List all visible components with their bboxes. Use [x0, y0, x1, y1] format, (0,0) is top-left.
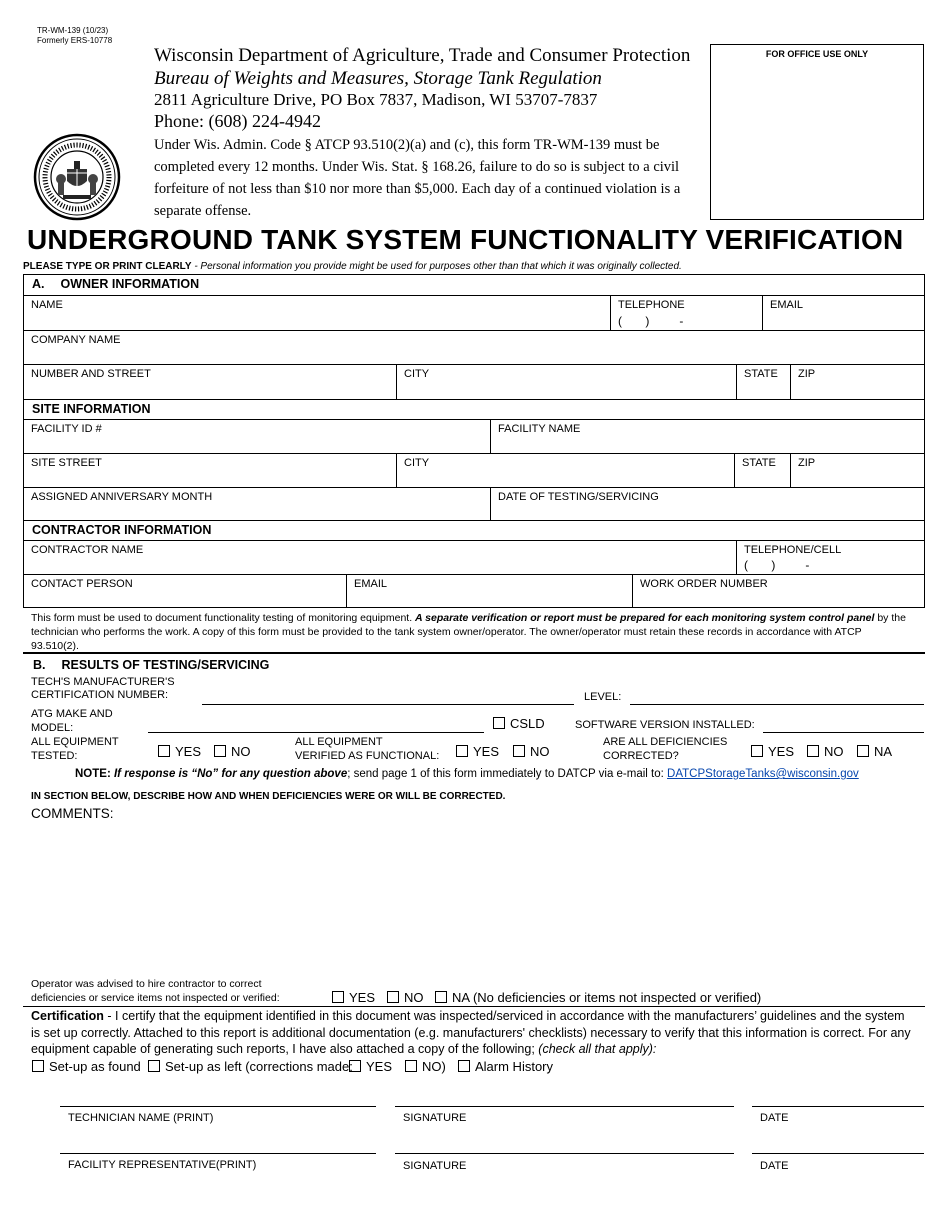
section-a-num: A. — [32, 277, 45, 291]
owner-street-label: NUMBER AND STREET — [31, 368, 151, 380]
corrected-no-checkbox[interactable] — [807, 745, 819, 757]
corrected-label — [603, 735, 727, 763]
csld-option[interactable] — [493, 716, 545, 731]
usage-text-2: by the technician who performs the work. A copy of this form must be provided to the tank system owner/operator. The owner/operator must retain these records in accordance with ATCP 93.510(2). — [31, 612, 906, 652]
operator-no-option[interactable] — [387, 990, 424, 1005]
owner-name-field[interactable] — [24, 296, 611, 330]
contractor-name-field[interactable] — [24, 541, 737, 574]
site-zip-label: ZIP — [798, 457, 816, 469]
verified-yes-option[interactable] — [456, 744, 499, 759]
corrected-no-label: NO — [824, 744, 844, 759]
section-b-num: B. — [33, 658, 46, 672]
corrections-no-option[interactable] — [405, 1059, 446, 1074]
facility-signature-line[interactable] — [395, 1153, 734, 1154]
software-input[interactable] — [763, 732, 924, 733]
verified-no-label: NO — [530, 744, 550, 759]
operator-yes-checkbox[interactable] — [332, 991, 344, 1003]
setup-left-option[interactable] — [148, 1059, 353, 1074]
operator-advised-label — [31, 977, 280, 1005]
section-a-title: OWNER INFORMATION — [60, 277, 200, 291]
contractor-name-label: CONTRACTOR NAME — [31, 544, 144, 556]
section-divider — [23, 652, 925, 654]
owner-phone-mask: ( ) - — [618, 314, 684, 328]
site-address-row — [24, 454, 924, 488]
contractor-email-label: EMAIL — [354, 578, 388, 590]
owner-state-label: STATE — [744, 368, 778, 380]
certification-text — [31, 1008, 915, 1058]
dates-row — [24, 488, 924, 521]
legal-notice: Under Wis. Admin. Code § ATCP 93.510(2)(a) and (c), this form TR-WM-139 must be completed every 12 months. Under Wis. Stat. § 168.26, failure to do so is subject to a civil forfeiture of not less than $10 nor more than $5,000. Each day of a continued violation is a separate offense. — [154, 137, 681, 219]
owner-city-field[interactable] — [397, 365, 737, 399]
technician-signature-label: SIGNATURE — [403, 1112, 467, 1124]
operator-yes-option[interactable] — [332, 990, 375, 1005]
technician-date-label: DATE — [760, 1112, 789, 1124]
contact-person-label: CONTACT PERSON — [31, 578, 133, 590]
department-name: Wisconsin Department of Agriculture, Trade and Consumer Protection — [154, 45, 691, 66]
corrections-yes-label: YES — [366, 1059, 393, 1074]
alarm-history-option[interactable] — [458, 1059, 553, 1074]
alarm-history-label: Alarm History — [475, 1059, 554, 1074]
owner-name-label: NAME — [31, 299, 63, 311]
owner-telephone-field[interactable] — [611, 296, 763, 330]
owner-email-field[interactable] — [763, 296, 925, 330]
contractor-section-header — [24, 521, 924, 541]
verified-line1: ALL EQUIPMENT — [295, 736, 383, 748]
anniversary-month-field[interactable] — [24, 488, 491, 520]
corrected-na-label: NA — [874, 744, 893, 759]
company-name-label: COMPANY NAME — [31, 334, 121, 346]
operator-na-note: (No deficiencies or items not inspected or verified) — [472, 990, 762, 1005]
operator-na-checkbox[interactable] — [435, 991, 447, 1003]
corrected-no-option[interactable] — [807, 744, 844, 759]
facility-signature-label: SIGNATURE — [403, 1160, 467, 1172]
operator-no-label: NO — [404, 990, 424, 1005]
setup-found-option[interactable] — [32, 1059, 141, 1074]
usage-paragraph — [31, 611, 911, 653]
setup-found-checkbox[interactable] — [32, 1060, 44, 1072]
comments-area[interactable] — [31, 826, 921, 974]
contractor-telephone-field[interactable] — [737, 541, 924, 574]
form-title: UNDERGROUND TANK SYSTEM FUNCTIONALITY VERIFICATION — [27, 224, 904, 255]
note-line — [75, 768, 859, 780]
office-use-box — [710, 44, 924, 220]
corrections-yes-option[interactable] — [349, 1059, 392, 1074]
bureau-name: Bureau of Weights and Measures, Storage Tank Regulation — [154, 68, 602, 89]
owner-name-row — [24, 296, 924, 331]
date-testing-label: DATE OF TESTING/SERVICING — [498, 491, 659, 503]
contractor-email-field[interactable] — [347, 575, 633, 608]
contact-person-field[interactable] — [24, 575, 347, 608]
corrected-yes-label: YES — [768, 744, 795, 759]
owner-telephone-label: TELEPHONE — [618, 299, 685, 311]
site-state-label: STATE — [742, 457, 776, 469]
owner-state-field[interactable] — [737, 365, 791, 399]
owner-address-row — [24, 365, 924, 400]
datcp-email-link[interactable]: DATCPStorageTanks@wisconsin.gov — [667, 768, 859, 780]
corrected-yes-option[interactable] — [751, 744, 794, 759]
note-label: NOTE: — [75, 768, 114, 780]
usage-text-emphasis: A separate verification or report must be prepared for each monitoring system control panel — [415, 612, 875, 624]
csld-label: CSLD — [510, 716, 545, 731]
technician-name-line[interactable] — [60, 1106, 376, 1107]
atg-model-input[interactable] — [148, 732, 484, 733]
date-testing-field[interactable] — [491, 488, 924, 520]
verified-no-option[interactable] — [513, 744, 550, 759]
tech-cert-label — [31, 676, 175, 702]
note-rest: ; send page 1 of this form immediately to DATCP via e-mail to: — [347, 768, 668, 780]
comments-label: COMMENTS: — [31, 806, 114, 821]
atg-label-line1: ATG MAKE AND — [31, 708, 113, 720]
section-b-header — [33, 658, 269, 672]
form-code — [37, 26, 112, 46]
facility-date-line[interactable] — [752, 1153, 924, 1154]
facility-name-field[interactable] — [491, 420, 924, 453]
site-city-field[interactable] — [397, 454, 735, 487]
level-label: LEVEL: — [584, 691, 622, 703]
owner-zip-field[interactable] — [791, 365, 924, 399]
corrected-line1: ARE ALL DEFICIENCIES — [603, 736, 728, 748]
contact-row — [24, 575, 924, 608]
site-section-header — [24, 400, 924, 420]
owner-street-field[interactable] — [24, 365, 397, 399]
facility-row — [24, 420, 924, 454]
certification-italic: (check all that apply): — [538, 1042, 657, 1056]
corrections-yes-checkbox[interactable] — [349, 1060, 361, 1072]
contractor-name-row — [24, 541, 924, 575]
all-tested-label — [31, 735, 119, 763]
operator-line1: Operator was advised to hire contractor to correct — [31, 978, 262, 990]
setup-found-label: Set-up as found — [49, 1059, 141, 1074]
operator-yes-label: YES — [349, 990, 376, 1005]
formerly-number: Formerly ERS-10778 — [37, 36, 113, 45]
facility-rep-line[interactable] — [60, 1153, 376, 1154]
site-zip-field[interactable] — [791, 454, 924, 487]
company-name-field[interactable] — [24, 331, 924, 364]
verified-yes-label: YES — [473, 744, 500, 759]
setup-left-label: Set-up as left (corrections made: — [165, 1059, 353, 1074]
alarm-history-checkbox[interactable] — [458, 1060, 470, 1072]
tech-cert-input[interactable] — [202, 704, 574, 705]
address: 2811 Agriculture Drive, PO Box 7837, Madison, WI 53707-7837 — [154, 90, 598, 109]
form-number: TR-WM-139 (10/23) — [37, 26, 109, 35]
corrected-yes-checkbox[interactable] — [751, 745, 763, 757]
owner-zip-label: ZIP — [798, 368, 816, 380]
tested-no-checkbox[interactable] — [214, 745, 226, 757]
state-seal-icon — [33, 133, 121, 221]
technician-name-label: TECHNICIAN NAME (PRINT) — [68, 1112, 214, 1124]
instructions-italic: - Personal information you provide might be used for purposes other than that which it was originally collected. — [191, 261, 682, 272]
contractor-title: CONTRACTOR INFORMATION — [32, 523, 212, 537]
information-frame — [23, 274, 925, 608]
site-city-label: CITY — [404, 457, 430, 469]
company-row — [24, 331, 924, 365]
facility-id-label: FACILITY ID # — [31, 423, 102, 435]
tested-yes-option[interactable] — [158, 744, 201, 759]
tested-no-option[interactable] — [214, 744, 251, 759]
operator-line2: deficiencies or service items not inspected or verified: — [31, 992, 280, 1004]
corrected-line2: CORRECTED? — [603, 750, 679, 762]
facility-date-label: DATE — [760, 1160, 789, 1172]
operator-na-option[interactable] — [435, 990, 761, 1005]
corrections-no-checkbox[interactable] — [405, 1060, 417, 1072]
instructions — [23, 261, 682, 272]
note-italic: If response is “No” for any question above — [113, 768, 348, 780]
facility-rep-label: FACILITY REPRESENTATIVE(PRINT) — [68, 1159, 257, 1171]
owner-section-header — [24, 275, 924, 296]
tested-yes-checkbox[interactable] — [158, 745, 170, 757]
tested-yes-label: YES — [175, 744, 202, 759]
verified-line2: VERIFIED AS FUNCTIONAL: — [295, 750, 440, 762]
technician-date-line[interactable] — [752, 1106, 924, 1107]
certification-divider — [23, 1006, 925, 1007]
operator-na-label: NA — [452, 990, 470, 1005]
verified-no-checkbox[interactable] — [513, 745, 525, 757]
facility-name-label: FACILITY NAME — [498, 423, 581, 435]
verified-label — [295, 735, 439, 763]
phone: Phone: (608) 224-4942 — [154, 111, 321, 131]
site-title: SITE INFORMATION — [32, 402, 151, 416]
work-order-label: WORK ORDER NUMBER — [640, 578, 768, 590]
csld-checkbox[interactable] — [493, 717, 505, 729]
verified-yes-checkbox[interactable] — [456, 745, 468, 757]
atg-label-line2: MODEL: — [31, 722, 74, 734]
technician-signature-line[interactable] — [395, 1106, 734, 1107]
usage-text-1: This form must be used to document functionality testing of monitoring equipment. — [31, 612, 416, 624]
software-label: SOFTWARE VERSION INSTALLED: — [575, 719, 755, 731]
site-street-label: SITE STREET — [31, 457, 102, 469]
site-state-field[interactable] — [735, 454, 791, 487]
tested-no-label: NO — [231, 744, 251, 759]
atg-label — [31, 707, 113, 735]
all-tested-line2: TESTED: — [31, 750, 78, 762]
corrected-na-option[interactable] — [857, 744, 892, 759]
office-use-label: FOR OFFICE USE ONLY — [765, 49, 869, 59]
operator-no-checkbox[interactable] — [387, 991, 399, 1003]
tech-cert-label-line1: TECH'S MANUFACTURER'S — [31, 676, 175, 688]
anniversary-month-label: ASSIGNED ANNIVERSARY MONTH — [31, 491, 213, 503]
owner-city-label: CITY — [404, 368, 430, 380]
facility-id-field[interactable] — [24, 420, 491, 453]
certification-body: - I certify that the equipment identified in this document was inspected/serviced in accordance with the manufacturers’ guidelines and the system is set up correctly. Attached to this report is additional documentation (e.g. manufacturers' checklists) necessary to verify that this information is correct. For any equipment capable of generating such reports, I have also attached a copy of the following; — [31, 1009, 911, 1056]
site-street-field[interactable] — [24, 454, 397, 487]
contractor-phone-mask: ( ) - — [744, 558, 810, 572]
work-order-field[interactable] — [633, 575, 924, 608]
corrected-na-checkbox[interactable] — [857, 745, 869, 757]
describe-instruction: IN SECTION BELOW, DESCRIBE HOW AND WHEN DEFICIENCIES WERE OR WILL BE CORRECTED. — [31, 791, 506, 802]
instructions-bold: PLEASE TYPE OR PRINT CLEARLY — [23, 261, 192, 272]
certification-label: Certification — [31, 1009, 104, 1023]
contractor-telephone-label: TELEPHONE/CELL — [744, 544, 842, 556]
tech-cert-label-line2: CERTIFICATION NUMBER: — [31, 689, 169, 701]
owner-email-label: EMAIL — [770, 299, 804, 311]
setup-left-checkbox[interactable] — [148, 1060, 160, 1072]
level-input[interactable] — [630, 704, 924, 705]
all-tested-line1: ALL EQUIPMENT — [31, 736, 119, 748]
section-b-title: RESULTS OF TESTING/SERVICING — [61, 658, 270, 672]
corrections-no-label: NO) — [422, 1059, 446, 1074]
